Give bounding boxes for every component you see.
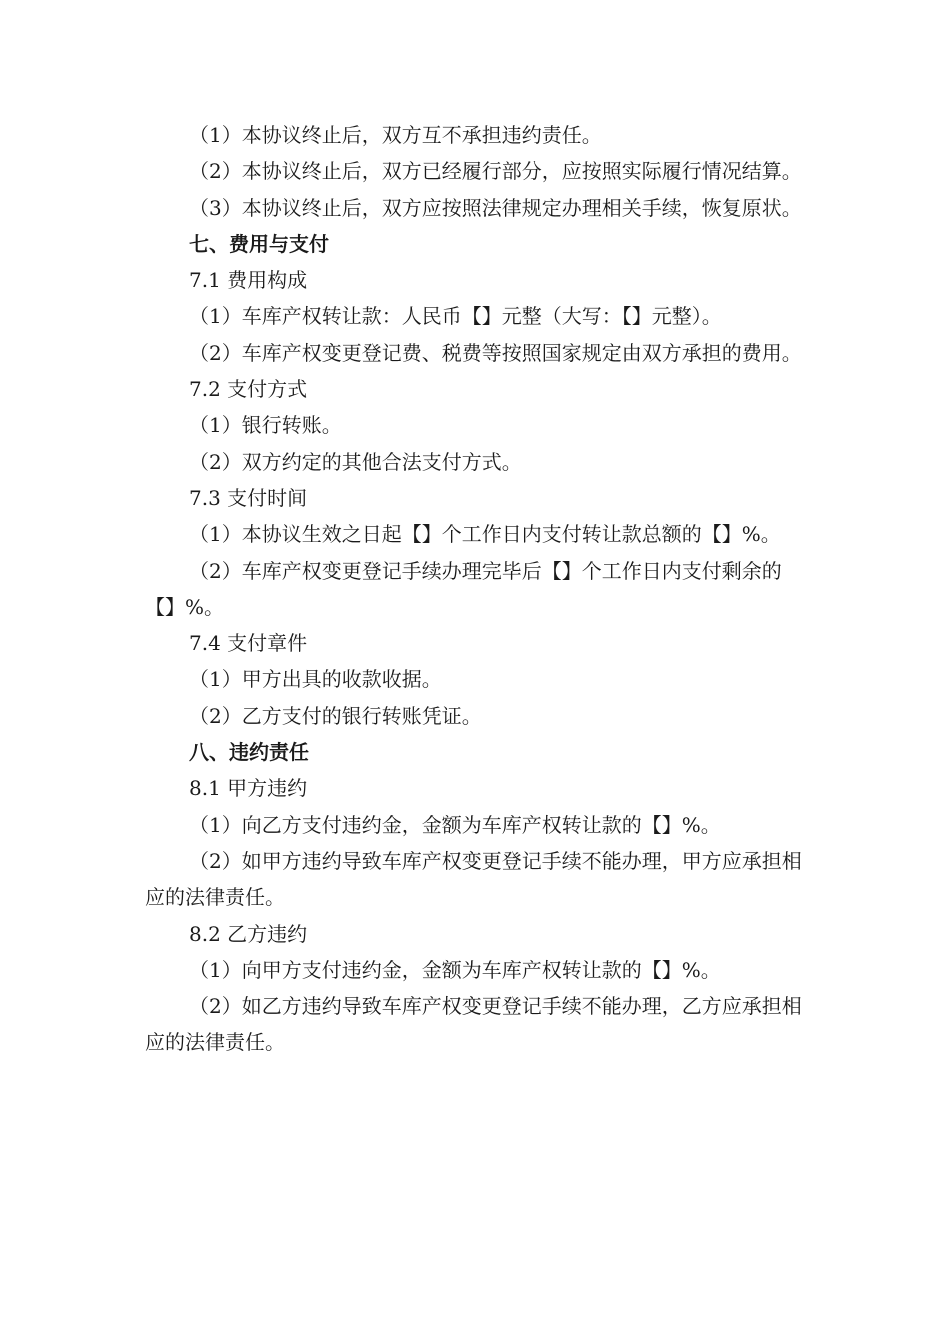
subsection-8-1: 8.1 甲方违约 <box>189 776 308 801</box>
subsection-7-1: 7.1 费用构成 <box>189 268 308 293</box>
subsection-8-2: 8.2 乙方违约 <box>189 921 308 946</box>
paragraph-termination-1: （1）本协议终止后，双方互不承担违约责任。 <box>189 123 602 147</box>
paragraph-termination-2: （2）本协议终止后，双方已经履行部分，应按照实际履行情况结算。 <box>189 159 802 184</box>
paragraph-7-2-1: （1）银行转账。 <box>189 413 342 438</box>
paragraph-termination-3: （3）本协议终止后，双方应按照法律规定办理相关手续，恢复原状。 <box>189 195 802 220</box>
paragraph-8-2-1: （1）向甲方支付违约金，金额为车库产权转让款的【】%。 <box>189 957 721 982</box>
subsection-7-2: 7.2 支付方式 <box>189 377 308 402</box>
paragraph-8-1-2: （2）如甲方违约导致车库产权变更登记手续不能办理，甲方应承担相应的法律责任。 <box>145 848 802 910</box>
section-heading-fees: 七、费用与支付 <box>189 231 329 256</box>
paragraph-7-1-2: （2）车库产权变更登记费、税费等按照国家规定由双方承担的费用。 <box>189 340 802 365</box>
paragraph-7-1-1: （1）车库产权转让款：人民币【】元整（大写：【】元整）。 <box>189 304 722 329</box>
paragraph-8-2-2: （2）如乙方违约导致车库产权变更登记手续不能办理，乙方应承担相应的法律责任。 <box>145 994 802 1055</box>
subsection-7-3: 7.3 支付时间 <box>189 485 308 510</box>
section-heading-breach: 八、违约责任 <box>189 740 309 765</box>
paragraph-7-2-2: （2）双方约定的其他合法支付方式。 <box>189 449 522 474</box>
paragraph-7-3-1: （1）本协议生效之日起【】个工作日内支付转让款总额的【】%。 <box>189 522 781 547</box>
paragraph-7-3-2: （2）车库产权变更登记手续办理完毕后【】个工作日内支付剩余的【】%。 <box>145 558 782 619</box>
document-page <box>145 117 807 1061</box>
paragraph-7-4-1: （1）甲方出具的收款收据。 <box>189 667 442 692</box>
subsection-7-4: 7.4 支付章件 <box>189 631 308 656</box>
paragraph-7-4-2: （2）乙方支付的银行转账凭证。 <box>189 703 482 728</box>
paragraph-8-1-1: （1）向乙方支付违约金，金额为车库产权转让款的【】%。 <box>189 812 721 837</box>
